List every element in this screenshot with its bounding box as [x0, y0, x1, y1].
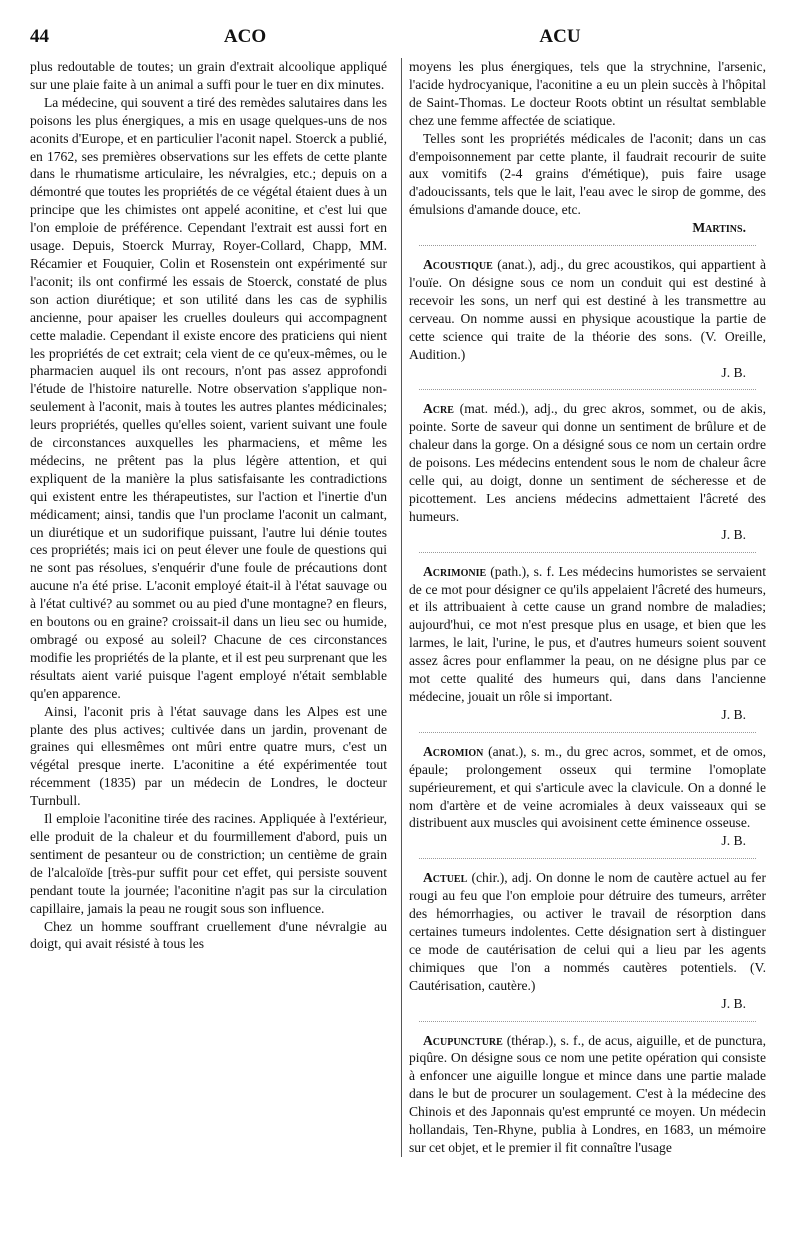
entry-separator: [419, 389, 756, 390]
entry-text: (mat. méd.), adj., du grec akros, sommet, ou de akis, pointe. Sorte de saveur qui donne un sentiment de brûlure et de chaleur dans la gorge. On a désigné sous ce nom un certain ordre de poisons. Les médecins entendent sous le nom de chaleur âcre celle qui, au doigt, donne un sentiment de sécheresse et de picottement. Les anciens médecins admettaient l'âcreté des humeurs.: [408, 401, 766, 524]
two-column-body: [30, 58, 766, 1157]
author-signature: J. B.: [721, 526, 746, 542]
entry-separator: [419, 245, 756, 246]
paragraph: Telles sont les propriétés médicales de l'aconit; dans un cas d'empoisonnement par cette plante, il faudrait recourir de suite aux vomitifs (2-4 grains d'émétique), puis faire usage d'adoucissants, tels que le lait, l'eau avec le sirop de gomme, des émulsions d'amande douce, etc.: [408, 130, 766, 218]
dictionary-entry-acromion: [409, 743, 766, 850]
entry-text: (chir.), adj. On donne le nom de cautère actuel au fer rougi au feu que l'on emploie pour détruire des tumeurs, arrêter des hémorrhagies, ou activer le travail de résorption dans certaines tumeurs indolentes. Cette désignation sert à distinguer ce mode de cautérisation de celui qui a lieu par les agents chimiques que l'on a nommés cautères potentiels. (V. Cautérisation, cautère.): [408, 870, 766, 993]
dictionary-entry-actuel: [409, 869, 766, 1012]
page-number: 44: [30, 26, 49, 47]
entry-headword: Acoustique: [422, 257, 493, 273]
author-signature: Martins.: [692, 220, 746, 236]
left-running-head: ACO: [223, 26, 267, 47]
dictionary-entry-acre: [409, 400, 766, 543]
author-signature: J. B.: [721, 364, 746, 380]
right-column: [409, 58, 766, 1157]
entry-headword: Actuel: [422, 870, 468, 886]
entry-text: (thérap.), s. f., de acus, aiguille, et de punctura, piqûre. On désigne sous ce nom une petite opération qui consiste à enfoncer une aiguille longue et mince dans une partie malade dans le but de procurer un soulagement. C'est à la médecine des Chinois et des Japonnais qu'est emprunté ce moyen. Un médecin hollandais, Ten-Rhyne, publia à Londres, en 1683, un mémoire sur cet objet, et le premier il fit connaître l'usage: [408, 1032, 766, 1155]
author-signature: J. B.: [721, 706, 746, 722]
column-divider: [401, 58, 402, 1157]
entry-separator: [419, 552, 756, 553]
paragraph: moyens les plus énergiques, tels que la strychnine, l'arsenic, l'acide hydrocyanique, l'aconitine a eu un plein succès à l'hôpital de Saint-Thomas. Le docteur Roots obtint un résultat semblable chez une femme affectée de sciatique.: [408, 59, 766, 128]
right-running-head: ACU: [539, 26, 581, 47]
author-signature: J. B.: [721, 833, 746, 849]
entry-text: (path.), s. f. Les médecins humoristes se servaient de ce mot pour désigner ce qu'ils appelaient l'âcreté des humeurs, et ils attribuaient à cette cause un grand nombre de maladies; aujourd'hui, ce mot n'est presque plus en usage, et bien que les larmes, le lait, l'urine, le pus, et d'autres humeurs soient souvent assez âcres pour enflammer la peau, on ne désigne plus par ce mot cette qualité des humeurs qui, dans dans l'ancienne médecine, jouait un rôle si important.: [408, 563, 766, 704]
paragraph: Ainsi, l'aconit pris à l'état sauvage dans les Alpes est une plante des plus actives; cultivée dans un jardin, provenant de graines qui ellesmêmes ont mûri entre quatre murs, c'est un végétal presque inerte. L'aconitine a été expérimentée tout récemment (1835) par un médecin de Londres, le docteur Turnbull.: [30, 703, 387, 809]
entry-headword: Acre: [422, 401, 454, 417]
entry-separator: [419, 858, 756, 859]
page-header: [30, 18, 766, 48]
entry-text: (anat.), s. m., du grec acros, sommet, et de omos, épaule; prolongement osseux qui termine l'omoplate supérieurement, et qui s'articule avec la clavicule. On a donné le nom d'artère et de veine acromiales à deux vaisseaux qui se distribuent aux muscles qui avoisinent cette éminence osseuse.: [408, 743, 766, 831]
entry-headword: Acupuncture: [422, 1032, 503, 1048]
entry-headword: Acrimonie: [422, 563, 487, 579]
paragraph: plus redoutable de toutes; un grain d'extrait alcoolique appliqué sur une plaie faite à un animal a suffi pour le tuer en dix minutes.: [30, 59, 387, 92]
author-signature: J. B.: [721, 995, 746, 1011]
paragraph: La médecine, qui souvent a tiré des remèdes salutaires dans les poisons les plus énergiques, a mis en usage quelques-uns de nos aconits d'Europe, et en particulier l'aconit napel. Stoerck a publié, en 1762, ses premières observations sur les effets de cette plante dans le rhumatisme articulaire, les névralgies, etc.; depuis on a démontré que toutes les propriétés de ce végétal étaient dues à un principe que les chimistes ont appelé aconitine, et c'est lui que l'on emploie de préférence. Cependant l'extrait est aussi fort en usage. Depuis, Stoerck Murray, Royer-Collard, Chapp, MM. Récamier et Fouquier, Colin et Rosenstein ont expérimenté sur l'aconit; ils ont confirmé les essais de Stoerck, constaté de plus son action diurétique; et son utilité dans les cas de syphilis ancienne, pour apaiser les cruelles douleurs qui accompagnent cette maladie. Cependant il existe encore des praticiens qui nient les propriétés de cet extrait; cela vient de ce qu'eux-mêmes, ou le pharmacien auquel ils ont recours, n'ont pas assez approfondi l'étude de l'histoire naturelle. Notre observation s'applique non-seulement à l'aconit, mais à toutes les autres plantes médicinales; leurs propriétés, quelles qu'elles soient, varient suivant une foule de circonstances auxquelles les pharmaciens, et même les médecins, ne prêtent pas la plus légère attention, et qui expliquent de la manière la plus satisfaisante les contradictions qui existent entre les thérapeutistes, sur l'action et l'inertie d'un médicament; ainsi, tandis que l'un proclame l'aconit un calmant, un diurétique et un sudorifique puissant, l'autre lui dénie toutes ces propriétés; mais ici on peut élever une foule de questions qui ne sont pas résolues, s'enquérir d'une foule de précautions dont aucune n'a été prise. L'aconit employé était-il à l'état sauvage ou à l'état cultivé? au sommet ou au pied d'une montagne? en fleurs, en boutons ou en graine? croissait-il dans un lieu sec ou humide, ombragé ou exposé au soleil? Chacune de ces circonstances modifie les propriétés de la plante, et il est peu surprenant que les résultats aient varié puisque l'agent employé n'était semblable qu'en apparence.: [30, 94, 387, 701]
entry-text: (anat.), adj., du grec acoustikos, qui appartient à l'ouïe. On désigne sous ce nom un conduit qui est destiné à recevoir les sons, un nerf qui est destiné à les transmettre au cerveau. On nomme aussi en physique acoustique la partie de cette science qui traite de la théorie des sons. (V. Oreille, Audition.): [408, 257, 766, 362]
dictionary-entry-acupuncture: [409, 1032, 766, 1157]
dictionary-entry-acrimonie: [409, 563, 766, 724]
paragraph: Il emploie l'aconitine tirée des racines. Appliquée à l'extérieur, elle produit de la chaleur et du fourmillement d'abord, puis un sentiment de pesanteur ou de constriction; un centième de grain de l'alcaloïde [très-pur suffit pour cet effet, qui persiste souvent pendant toute la journée; l'aconitine n'agit pas sur la circulation capillaire, jamais la peau ne rougit sous son influence.: [30, 811, 387, 916]
left-column: [30, 58, 394, 1157]
entry-headword: Acromion: [422, 743, 484, 759]
dictionary-entry-acoustique: [409, 256, 766, 381]
paragraph: Chez un homme souffrant cruellement d'une névralgie au doigt, qui avait résisté à tous les: [30, 918, 387, 952]
entry-separator: [419, 732, 756, 733]
entry-separator: [419, 1021, 756, 1022]
